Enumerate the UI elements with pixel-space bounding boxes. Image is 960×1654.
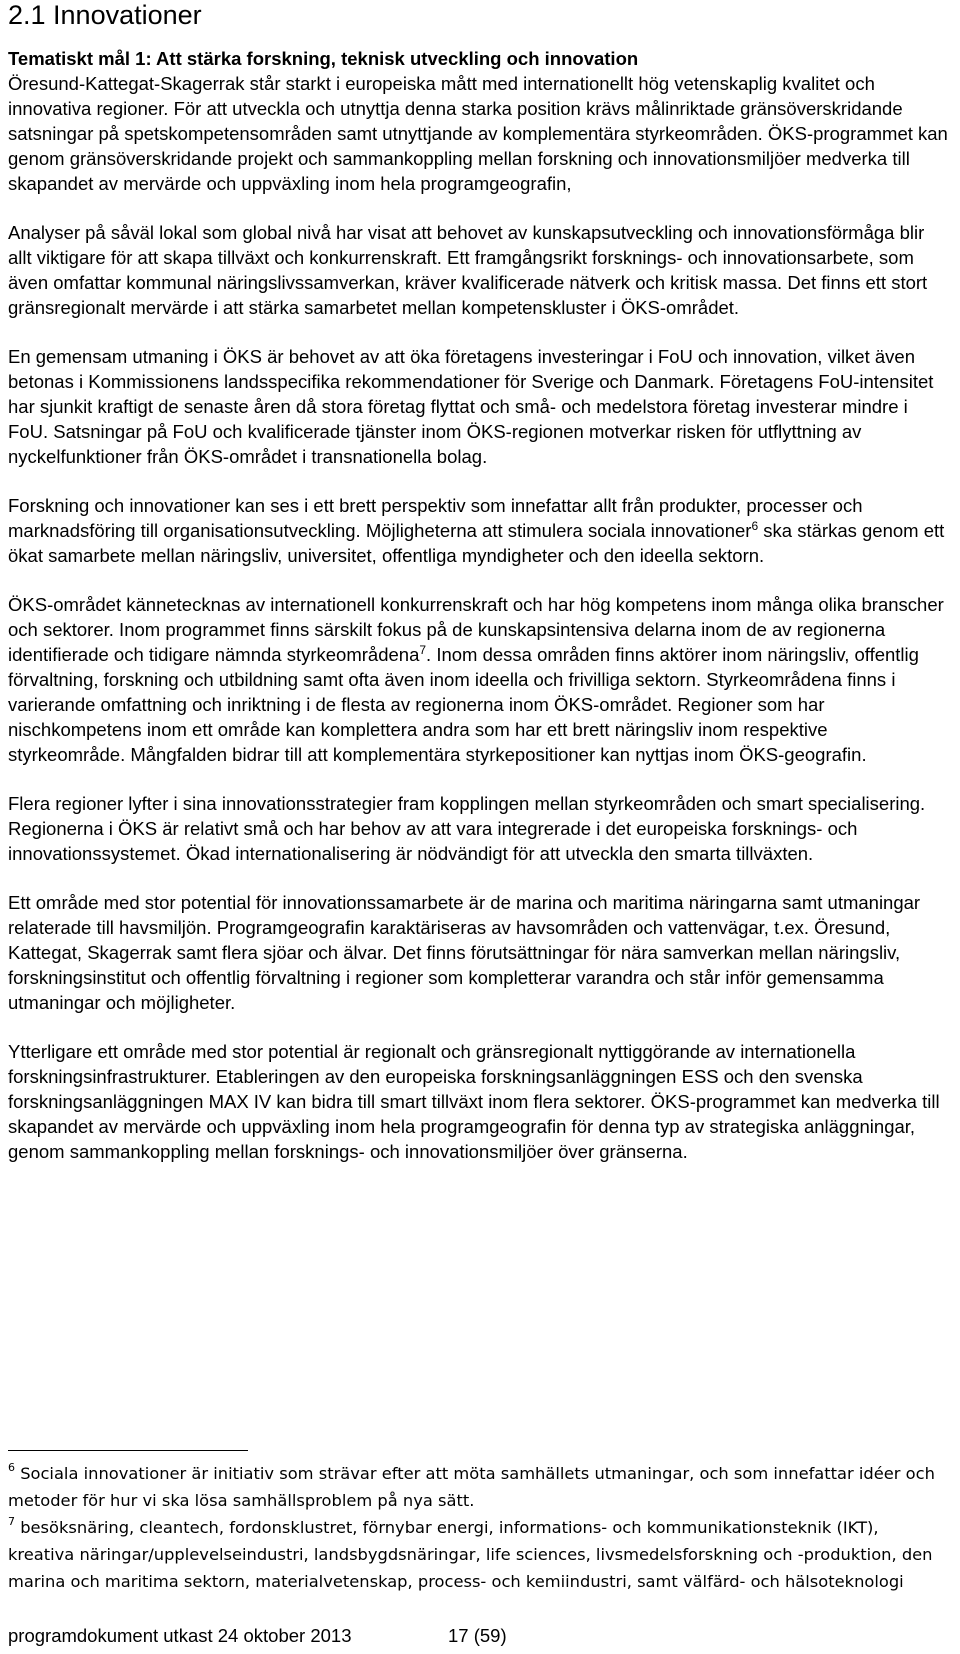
footnote-number: 6 [8,1461,15,1474]
section-heading: 2.1 Innovationer [8,0,202,30]
footnote-ref-6[interactable]: 6 [751,519,759,533]
footnote-7 [8,1514,938,1595]
document-page [8,0,948,1188]
page-footer [8,1624,948,1648]
document-label: programdokument utkast 24 oktober 2013 [8,1625,352,1646]
footnotes [8,1460,938,1595]
paragraph-4 [8,493,948,568]
paragraph-5-text-a: ÖKS-området kännetecknas av internationell konkurrenskraft och har hög kompetens inom många olika branscher och sektorer. Inom programmet finns särskilt fokus på de kunskapsintensiva delarna inom de av regionerna identifierade och tidigare nämnda styrkeområdena [8,594,944,665]
paragraph-5-text-b: . Inom dessa områden finns aktörer inom näringsliv, offentlig förvaltning, forskning och utbildning samt ofta även inom ideella och frivilliga sektorn. Styrkeområdena finns i varierande omfattning och inriktning i de flesta av regionerna inom ÖKS-området. Regioner som har nischkompetens inom ett område kan komplettera andra som har ett brett näringsliv inom respektive styrkeområde. Mångfalden bidrar till att komplementära styrkepositioner kan nyttjas inom ÖKS-geografin. [8,644,919,765]
paragraph-7: Ett område med stor potential för innovationssamarbete är de marina och maritima näringarna samt utmaningar relaterade till havsmiljön. Programgeografin karaktäriseras av havsområden och vattenvägar, t.ex. Öresund, Kattegat, Skagerrak samt flera sjöar och älvar. Det finns förutsättningar för nära samverkan mellan näringsliv, forskningsinstitut och offentlig förvaltning i regioner som kompletterar varandra och står inför gemensamma utmaningar och möjligheter. [8,892,921,1013]
paragraph-6: Flera regioner lyfter i sina innovationsstrategier fram kopplingen mellan styrkeområden och smart specialisering. Regionerna i ÖKS är relativt små och har behov av att vara integrerade i det europeiska forsknings- och innovationssystemet. Ökad internationalisering är nödvändigt för att utveckla den smarta tillväxten. [8,793,926,864]
thematic-goal-heading: Tematiskt mål 1: Att stärka forskning, teknisk utveckling och innovation [8,48,639,69]
footnote-6 [8,1460,938,1514]
paragraph-5 [8,592,948,767]
paragraph-3: En gemensam utmaning i ÖKS är behovet av att öka företagens investeringar i FoU och innovation, vilket även betonas i Kommissionens landsspecifika rekommendationer för Sverige och Danmark. Företagens FoU-intensitet har sjunkit kraftigt de senaste åren då stora företag flyttat och små- och medelstora företag investerar mindre i FoU. Satsningar på FoU och kvalificerade tjänster inom ÖKS-regionen motverkar risken för utflyttning av nyckelfunktioner från ÖKS-området i transnationella bolag. [8,346,934,467]
paragraph-4-text-a: Forskning och innovationer kan ses i ett brett perspektiv som innefattar allt från produkter, processer och marknadsföring till organisationsutveckling. Möjligheterna att stimulera sociala innovationer [8,495,863,541]
paragraph-4-text-b: ska stärkas genom ett ökat samarbete mellan näringsliv, universitet, offentliga myndigheter och den ideella sektorn. [8,520,945,566]
footnote-separator [8,1450,248,1451]
paragraph-1: Öresund-Kattegat-Skagerrak står starkt i europeiska mått med internationellt hög vetenskaplig kvalitet och innovativa regioner. För att utveckla och utnyttja denna starka position krävs målinriktade gränsöverskridande satsningar på spetskompetensområden samt utnyttjande av komplementära styrkeområden. ÖKS-programmet kan genom gränsöverskridande projekt och sammankoppling mellan forskning och innovationsmiljöer medverka till skapandet av mervärde och uppväxling inom hela programgeografin, [8,73,948,194]
footnote-ref-7[interactable]: 7 [419,643,427,657]
footnote-text: besöksnäring, cleantech, fordonsklustret, förnybar energi, informations- och kommunikationsteknik (IKT), kreativa näringar/upplevelseindustri, landsbygdsnäringar, life sciences, livsmedelsforskning och -produktion, den marina och maritima sektorn, materialvetenskap, process- och kemiindustri, samt välfärd- och hälsoteknologi [8,1518,933,1591]
footnote-text: Sociala innovationer är initiativ som strävar efter att möta samhällets utmaningar, och som innefattar idéer och metoder för hur vi ska lösa samhällsproblem på nya sätt. [8,1464,935,1510]
paragraph-2: Analyser på såväl lokal som global nivå har visat att behovet av kunskapsutveckling och innovationsförmåga blir allt viktigare för att skapa tillväxt och konkurrenskraft. Ett framgångsrikt forsknings- och innovationsarbete, som även omfattar kommunal näringslivssamverkan, kräver kvalificerade nätverk och kritisk massa. Det finns ett stort gränsregionalt mervärde i att stärka samarbetet mellan kompetenskluster i ÖKS-området. [8,222,928,318]
footnote-number: 7 [8,1515,15,1528]
paragraph-8: Ytterligare ett område med stor potential är regionalt och gränsregionalt nyttiggörande av internationella forskningsinfrastrukturer. Etableringen av den europeiska forskningsanläggningen ESS och den svenska forskningsanläggningen MAX IV kan bidra till smart tillväxt inom flera sektorer. ÖKS-programmet kan medverka till skapandet av mervärde och uppväxling inom hela programgeografin för denna typ av strategiska anläggningar, genom sammankoppling mellan forsknings- och innovationsmiljöer över gränserna. [8,1041,940,1162]
page-number: 17 (59) [448,1625,507,1646]
